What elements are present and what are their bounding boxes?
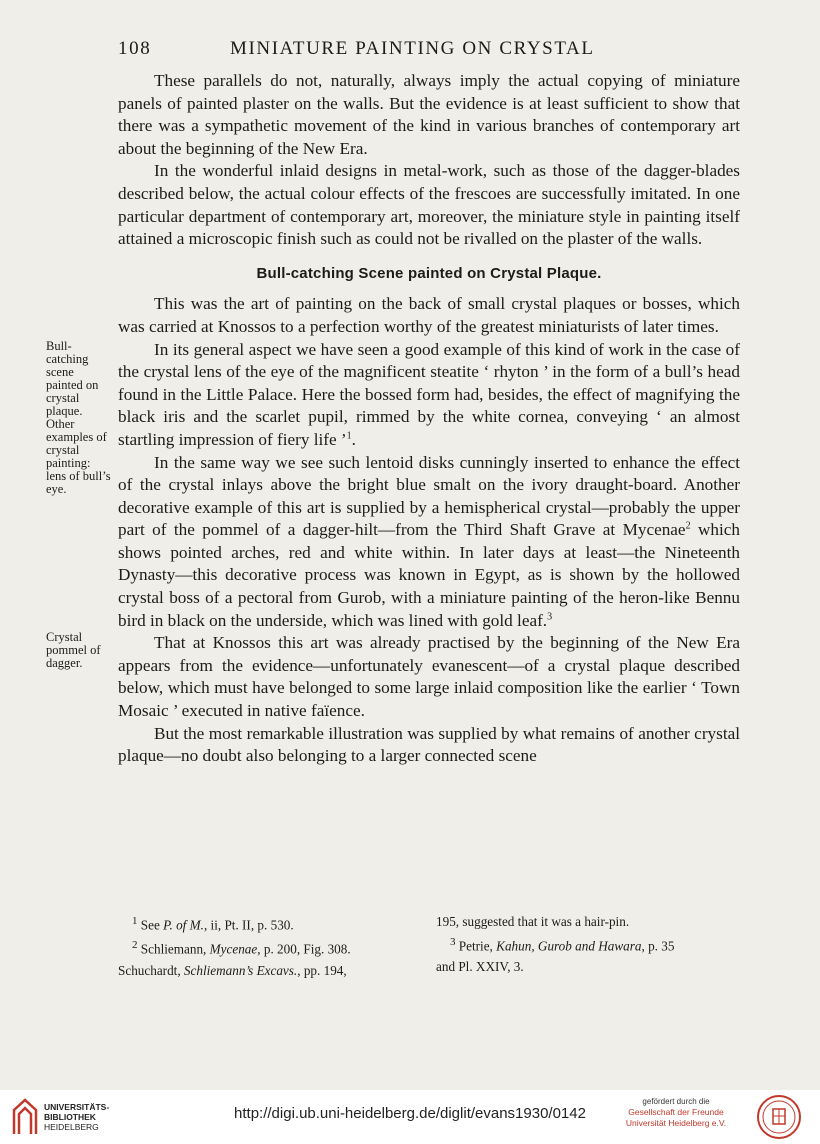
footnote-2-author-2: Schuchardt,	[118, 962, 184, 978]
university-seal-icon	[756, 1094, 802, 1140]
sponsor-line-2: Gesellschaft der Freunde	[628, 1107, 724, 1117]
paragraph-4-text: In its general aspect we have seen a good example of this kind of work in the case of the crystal lens of the eye of the magnificent steatite ‘ rhyton ’ in the form of a bull’s head found in the Little Palace. Here the bossed form had, besides, the effect of magnifying the black iris and the scarlet pupil, rimmed by the white cornea, conveying ‘ an almost startling impression of fiery life ’	[118, 339, 740, 449]
sponsor-credit	[612, 1096, 740, 1129]
margin-note-bull-catching: Bull-catching scene painted on crystal plaque. Other examples of crystal painting: lens of bull’s eye.	[46, 339, 111, 496]
library-name-line-2: BIBLIOTHEK	[44, 1112, 96, 1122]
paragraph-2: In the wonderful inlaid designs in metal-work, such as those of the dagger-blades described below, the actual colour effects of the frescoes are successfully imitated. In one particular department of contemporary art, moreover, the miniature style in painting itself attained a microscopic finish such as could not be rivalled on the plaster of the walls.	[118, 161, 740, 249]
footnote-ref-1[interactable]: 1	[346, 430, 352, 442]
page-number: 108	[118, 38, 152, 59]
paragraph-5	[118, 452, 740, 633]
sponsor-line-3: Universität Heidelberg e.V.	[625, 1118, 727, 1128]
footnote-1	[118, 911, 422, 935]
section-heading: Bull-catching Scene painted on Crystal Plaque.	[256, 264, 602, 282]
footnote-1-text: See	[140, 917, 164, 933]
footnote-3-ref: , p. 35	[641, 938, 675, 954]
permalink-url[interactable]: http://digi.ub.uni-heidelberg.de/diglit/evans1930/0142	[234, 1105, 586, 1122]
footnote-ref-3[interactable]: 3	[547, 610, 553, 622]
university-library-logo-icon	[10, 1098, 40, 1136]
footnote-2-title-2: Schliemann’s Excavs.	[183, 962, 298, 978]
paragraph-4	[118, 339, 740, 452]
sponsor-line-1: gefördert durch die	[642, 1097, 710, 1106]
footnote-2-line-2	[118, 960, 422, 981]
library-name-line-1: UNIVERSITÄTS-	[44, 1102, 110, 1112]
paragraph-5-text-b: which shows pointed arches, red and white within. In later days at least—the Nineteenth Dynasty—this decorative process was known in Egypt, as is shown by the hollowed crystal boss of a pectoral from Gurob, with a miniature painting of the heron-like Bennu bird in black on the underside, which was lined with gold leaf.	[118, 520, 740, 630]
body-text	[118, 70, 740, 768]
footnote-3	[436, 932, 740, 956]
paragraph-4-end: .	[351, 429, 356, 449]
footnote-1-ref: , ii, Pt. II, p. 530.	[203, 917, 294, 933]
digitization-footer	[0, 1090, 820, 1144]
paragraph-3: This was the art of painting on the back of small crystal plaques or bosses, which was carried at Knossos to a perfection worthy of the greatest miniaturists of later times.	[118, 294, 740, 336]
footnote-2-plate: and Pl. XXIV, 3.	[436, 959, 524, 975]
footnote-1-title: P. of M.	[163, 917, 204, 933]
footnote-2-author: Schliemann,	[140, 941, 210, 957]
footnote-ref-2[interactable]: 2	[685, 520, 691, 532]
footnote-2-pages: , pp. 194,	[297, 962, 347, 978]
footnotes	[118, 911, 740, 981]
footnote-2-number: 2	[132, 939, 138, 952]
footnote-2-continued: 195, suggested that it was a hair-pin.	[436, 914, 630, 929]
margin-note-crystal-pommel: Crystal pommel of dagger.	[46, 630, 101, 670]
footnote-3-number: 3	[450, 936, 456, 948]
footnotes-right-column	[436, 911, 740, 981]
library-name	[44, 1102, 109, 1132]
footnote-2-ref: , p. 200, Fig. 308.	[257, 941, 351, 957]
footnote-2-title: Mycenae	[209, 941, 258, 957]
paragraph-1: These parallels do not, naturally, always imply the actual copying of miniature panels of painted plaster on the walls. But the evidence is at least sufficient to show that there was a sympathetic movement of the kind in various branches of contemporary art about the beginning of the New Era.	[118, 71, 740, 158]
footnotes-left-column	[118, 911, 422, 981]
footnote-3-title: Kahun, Gurob and Hawara	[496, 938, 642, 954]
library-name-line-3: HEIDELBERG	[44, 1122, 99, 1132]
running-title: MINIATURE PAINTING ON CRYSTAL	[230, 38, 595, 59]
paragraph-7: But the most remarkable illustration was supplied by what remains of another crystal plaque—no doubt also belonging to a larger connected scene	[118, 723, 740, 766]
footnote-3-author: Petrie,	[458, 938, 497, 954]
footnote-1-number: 1	[132, 915, 138, 927]
paragraph-5-text-a: In the same way we see such lentoid disks cunningly inserted to enhance the effect of the crystal inlays above the bright blue smalt on the ivory draught-board. Another decorative example of this art is supplied by a hemispherical crystal—probably the upper part of the pommel of a dagger-hilt—from the Third Shaft Grave at Mycenae	[118, 452, 740, 540]
footnote-2	[118, 935, 422, 959]
paragraph-6: That at Knossos this art was already practised by the beginning of the New Era appears from the evidence—unfortunately evanescent—of a crystal plaque described below, which must have belonged to some large inlaid composition like the earlier ‘ Town Mosaic ’ executed in native faïence.	[118, 633, 740, 721]
